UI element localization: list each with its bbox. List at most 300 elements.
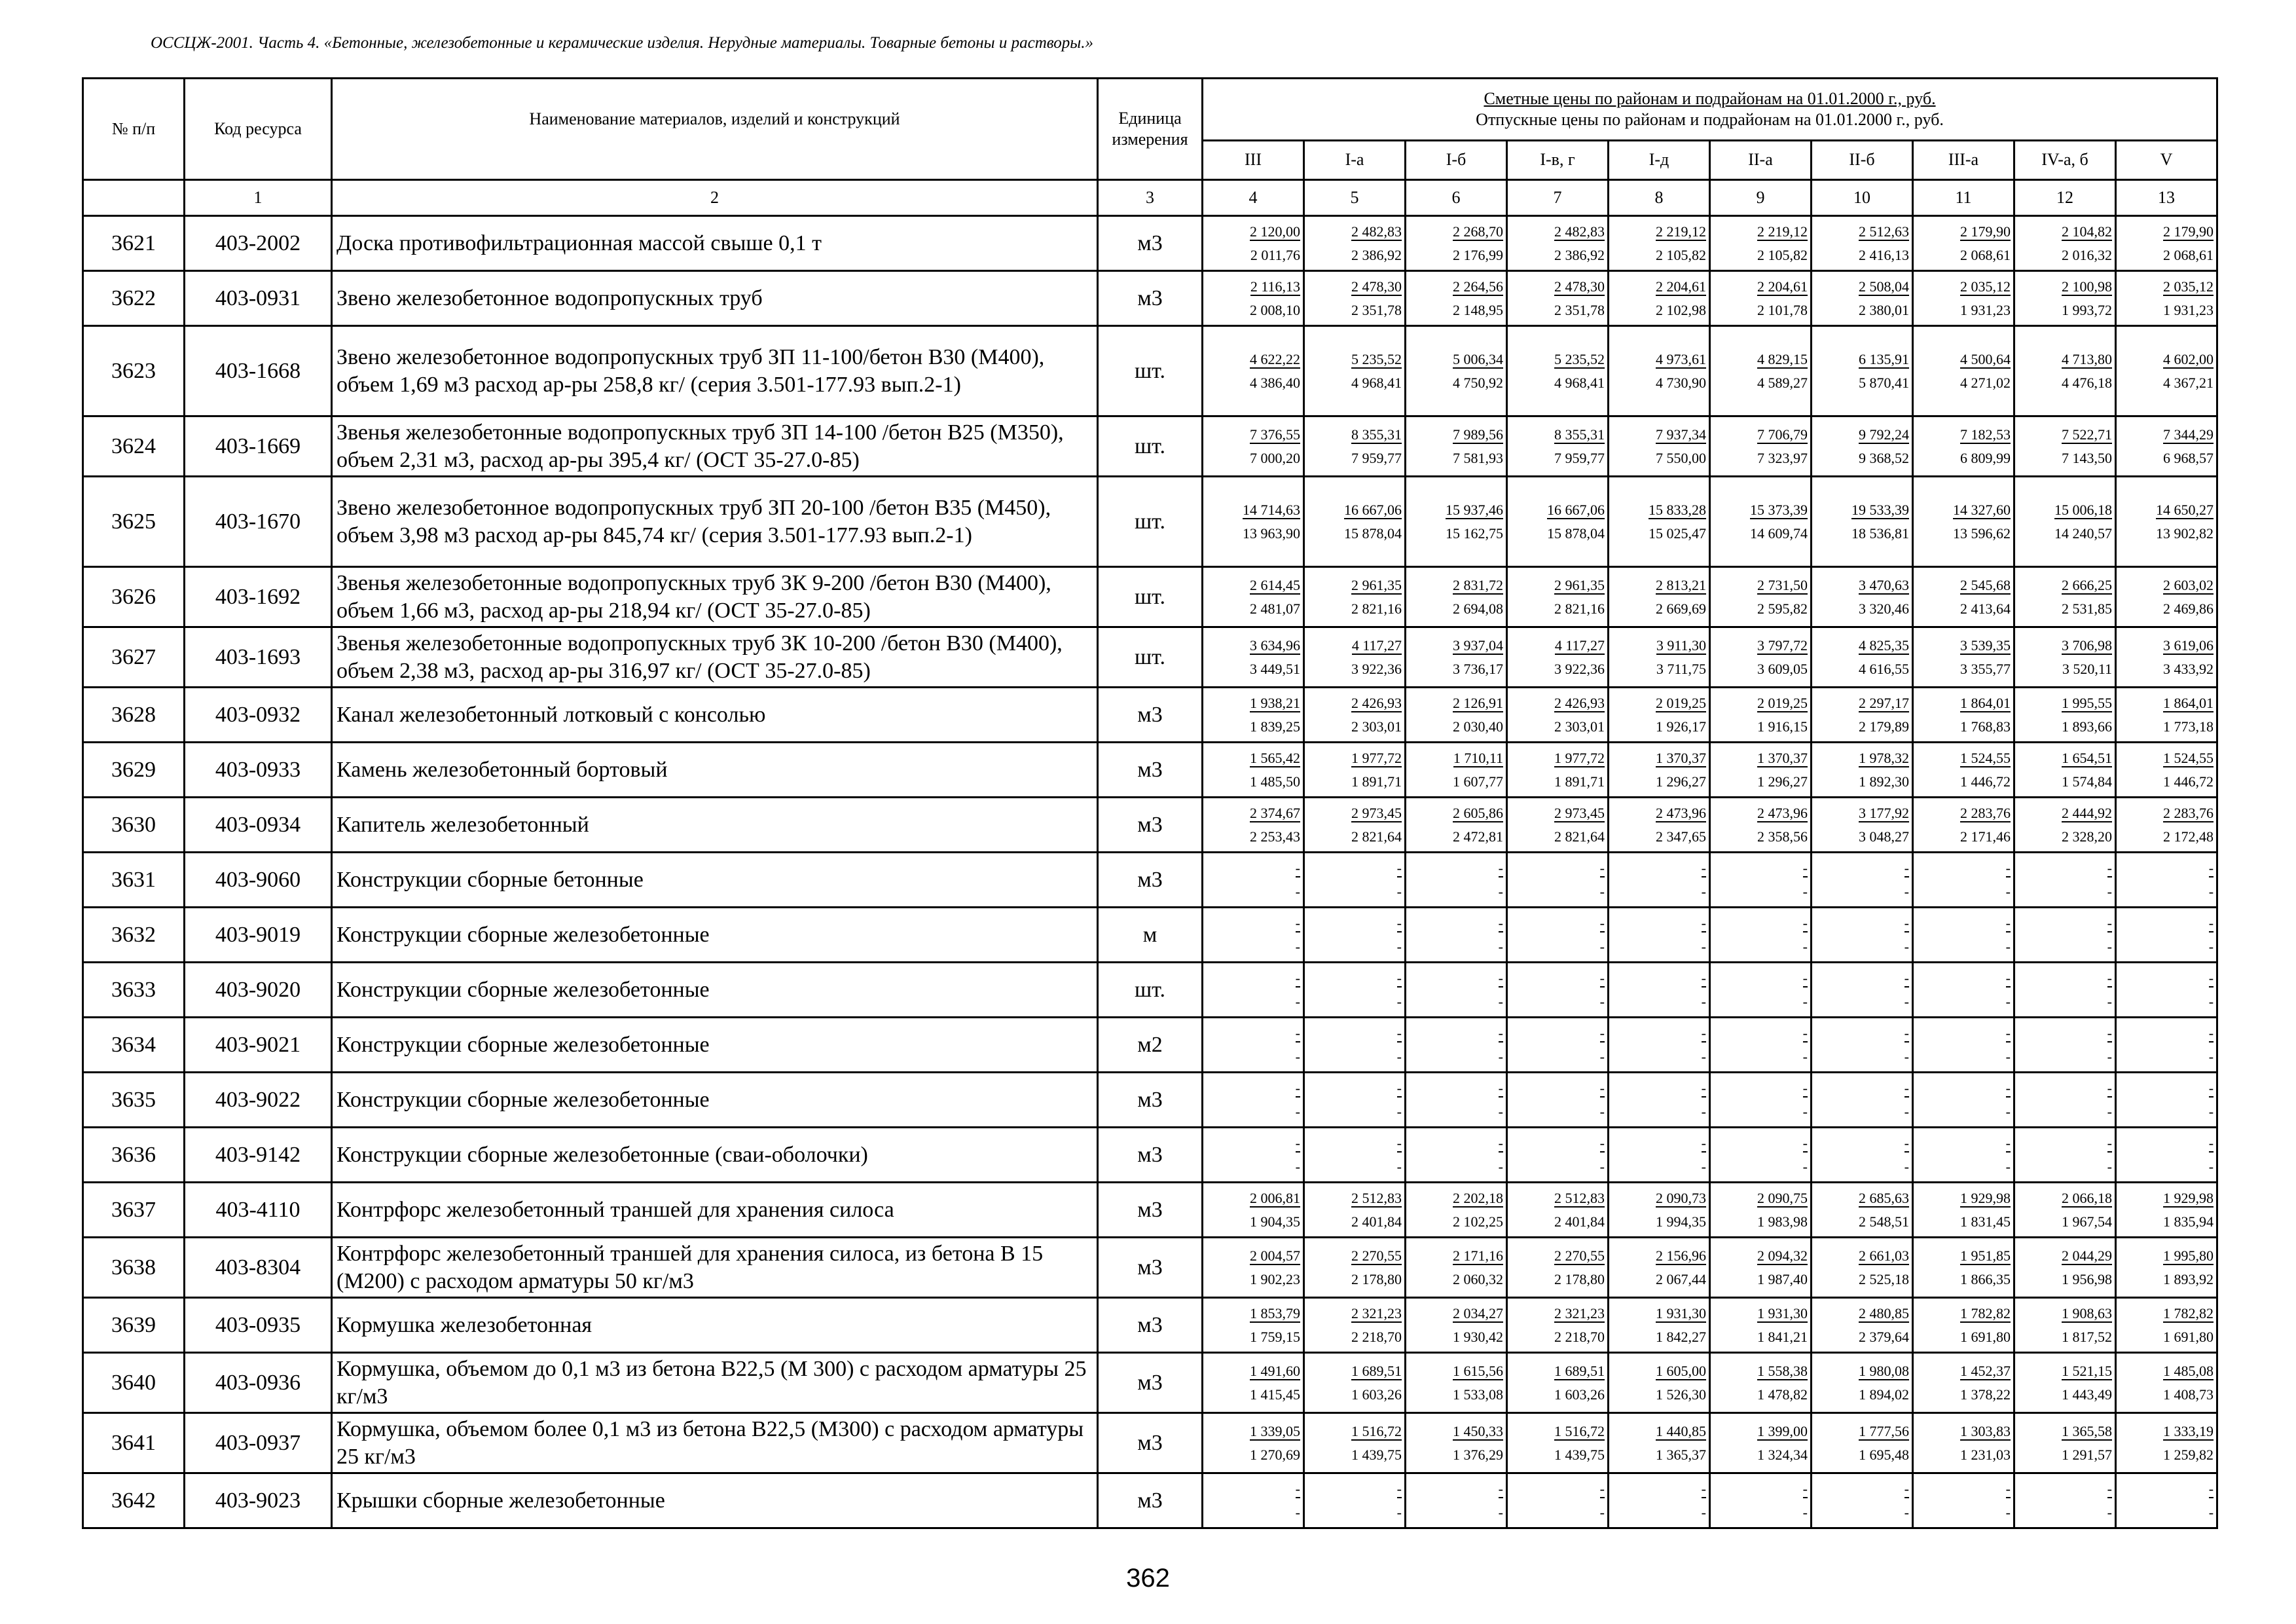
price-cell xyxy=(1304,416,1406,477)
price-cell xyxy=(1913,627,2014,688)
price-cell xyxy=(1812,567,1913,627)
estimate-price: - xyxy=(2107,1480,2112,1497)
release-price: 1 993,72 xyxy=(2062,301,2112,318)
price-cell xyxy=(1406,416,1507,477)
material-name: Кормушка, объемом более 0,1 м3 из бетона В22,5 (М300) с расходом арматуры 25 кг/м3 xyxy=(332,1413,1098,1473)
table-row xyxy=(83,1073,2217,1128)
material-name: Звено железобетонное водопропускных труб ЗП 20-100 /бетон В35 (М450), объем 3,98 м3 расход ар-ры 845,74 кг/ (серия 3.501-177.93 вып.2-1) xyxy=(332,477,1098,567)
release-price: 1 526,30 xyxy=(1656,1386,1706,1403)
estimate-price: - xyxy=(1295,1480,1300,1497)
release-price: 2 068,61 xyxy=(1960,246,2011,263)
estimate-price: - xyxy=(1904,1480,1909,1497)
price-cell xyxy=(1203,1473,1304,1528)
release-price: 2 669,69 xyxy=(1656,600,1706,617)
table-body xyxy=(83,216,2217,1528)
release-price: 2 386,92 xyxy=(1351,246,1402,263)
estimate-price: 3 539,35 xyxy=(1960,637,2011,654)
release-price: 2 548,51 xyxy=(1859,1213,1909,1230)
estimate-price: 1 370,37 xyxy=(1656,749,1706,766)
price-cell xyxy=(2116,853,2217,908)
price-cell xyxy=(1406,1183,1507,1238)
release-price: - xyxy=(1498,1504,1503,1521)
estimate-price: 2 066,18 xyxy=(2062,1189,2112,1206)
estimate-price: - xyxy=(1904,1134,1909,1151)
price-cell xyxy=(1203,1018,1304,1073)
header-price-group-release: Отпускные цены по районам и подрайонам на 01.01.2000 г., руб. xyxy=(1476,110,1944,129)
release-price: - xyxy=(1701,1504,1706,1521)
price-cell xyxy=(1913,1298,2014,1353)
estimate-price: 2 973,45 xyxy=(1554,804,1605,821)
estimate-price: - xyxy=(1599,1079,1605,1096)
release-price: 2 060,32 xyxy=(1453,1270,1503,1287)
release-price: - xyxy=(1802,993,1808,1010)
price-cell xyxy=(1304,1353,1406,1413)
price-cell xyxy=(2116,1183,2217,1238)
release-price: 7 581,93 xyxy=(1453,449,1503,466)
estimate-price: 1 339,05 xyxy=(1250,1422,1300,1439)
price-cell xyxy=(1609,1298,1710,1353)
estimate-price: 1 938,21 xyxy=(1250,694,1300,711)
release-price: 7 000,20 xyxy=(1250,449,1300,466)
region-header: III xyxy=(1203,141,1304,180)
column-number-row xyxy=(83,180,2217,216)
price-cell xyxy=(1913,326,2014,416)
release-price: - xyxy=(1802,938,1808,955)
estimate-price: 1 931,30 xyxy=(1656,1304,1706,1321)
release-price: 2 068,61 xyxy=(2163,246,2214,263)
release-price: 3 355,77 xyxy=(1960,660,2011,677)
release-price: 2 821,64 xyxy=(1351,828,1402,845)
estimate-price: 6 135,91 xyxy=(1859,350,1909,367)
resource-code: 403-9019 xyxy=(185,908,332,963)
price-cell xyxy=(1507,416,1609,477)
price-cell xyxy=(1913,1183,2014,1238)
release-price: 4 750,92 xyxy=(1453,374,1503,391)
resource-code: 403-1693 xyxy=(185,627,332,688)
release-price: - xyxy=(1396,1504,1402,1521)
release-price: 18 536,81 xyxy=(1851,525,1909,542)
price-cell xyxy=(1710,567,1812,627)
estimate-price: 2 614,45 xyxy=(1250,576,1300,593)
release-price: 2 102,25 xyxy=(1453,1213,1503,1230)
release-price: 2 481,07 xyxy=(1250,600,1300,617)
price-cell xyxy=(1710,1238,1812,1298)
release-price: - xyxy=(1802,1158,1808,1175)
estimate-price: 8 355,31 xyxy=(1351,426,1402,443)
unit: м3 xyxy=(1098,1073,1203,1128)
release-price: 1 691,80 xyxy=(2163,1328,2214,1345)
release-price: 1 916,15 xyxy=(1757,718,1808,735)
region-header: I-д xyxy=(1609,141,1710,180)
price-cell xyxy=(2014,743,2116,798)
unit: м3 xyxy=(1098,1298,1203,1353)
release-price: 2 102,98 xyxy=(1656,301,1706,318)
estimate-price: - xyxy=(2005,1134,2011,1151)
price-cell xyxy=(2014,853,2116,908)
row-number: 3622 xyxy=(83,271,185,326)
estimate-price: 2 120,00 xyxy=(1250,223,1300,240)
header-price-group-estimate: Сметные цены по районам и подрайонам на 01.01.2000 г., руб. xyxy=(1484,88,1936,108)
material-name: Звено железобетонное водопропускных труб ЗП 11-100/бетон В30 (М400), объем 1,69 м3 расход ар-ры 258,8 кг/ (серия 3.501-177.93 вып.2-1) xyxy=(332,326,1098,416)
price-cell xyxy=(1304,1473,1406,1528)
estimate-price: 2 179,90 xyxy=(2163,223,2214,240)
resource-code: 403-0935 xyxy=(185,1298,332,1353)
resource-code: 403-0933 xyxy=(185,743,332,798)
estimate-price: 2 297,17 xyxy=(1859,694,1909,711)
price-cell xyxy=(1507,853,1609,908)
price-cell xyxy=(1812,1353,1913,1413)
material-name: Конструкции сборные железобетонные xyxy=(332,1018,1098,1073)
estimate-price: 16 667,06 xyxy=(1344,501,1402,518)
estimate-price: 1 908,63 xyxy=(2062,1304,2112,1321)
release-price: - xyxy=(2208,1103,2214,1120)
estimate-price: 2 321,23 xyxy=(1351,1304,1402,1321)
resource-code: 403-1668 xyxy=(185,326,332,416)
estimate-price: - xyxy=(1802,1024,1808,1041)
release-price: 2 386,92 xyxy=(1554,246,1605,263)
price-cell xyxy=(1406,477,1507,567)
price-cell xyxy=(1812,1298,1913,1353)
release-price: - xyxy=(1701,993,1706,1010)
estimate-price: 3 937,04 xyxy=(1453,637,1503,654)
table-row xyxy=(83,416,2217,477)
release-price: - xyxy=(1498,993,1503,1010)
release-price: - xyxy=(1599,993,1605,1010)
release-price: 1 443,49 xyxy=(2062,1386,2112,1403)
price-cell xyxy=(1913,1073,2014,1128)
estimate-price: 7 182,53 xyxy=(1960,426,2011,443)
price-cell xyxy=(1304,627,1406,688)
release-price: - xyxy=(2208,1504,2214,1521)
price-cell xyxy=(1913,477,2014,567)
price-cell xyxy=(1609,1018,1710,1073)
estimate-price: 14 714,63 xyxy=(1243,501,1300,518)
unit: шт. xyxy=(1098,326,1203,416)
estimate-price: 1 864,01 xyxy=(1960,694,2011,711)
price-cell xyxy=(1507,326,1609,416)
estimate-price: 7 706,79 xyxy=(1757,426,1808,443)
price-cell xyxy=(1203,908,1304,963)
release-price: 1 691,80 xyxy=(1960,1328,2011,1345)
material-name: Крышки сборные железобетонные xyxy=(332,1473,1098,1528)
estimate-price: 2 321,23 xyxy=(1554,1304,1605,1321)
release-price: 1 270,69 xyxy=(1250,1446,1300,1463)
price-cell xyxy=(1507,1073,1609,1128)
release-price: 1 839,25 xyxy=(1250,718,1300,735)
estimate-price: 2 831,72 xyxy=(1453,576,1503,593)
release-price: 1 324,34 xyxy=(1757,1446,1808,1463)
table-row xyxy=(83,853,2217,908)
estimate-price: 1 524,55 xyxy=(2163,749,2214,766)
estimate-price: - xyxy=(1904,1024,1909,1041)
price-cell xyxy=(2014,1238,2116,1298)
header-num: № п/п xyxy=(83,79,185,180)
price-cell xyxy=(1507,908,1609,963)
price-cell xyxy=(1203,416,1304,477)
estimate-price: 7 937,34 xyxy=(1656,426,1706,443)
release-price: - xyxy=(1599,883,1605,900)
release-price: 1 956,98 xyxy=(2062,1270,2112,1287)
estimate-price: 1 615,56 xyxy=(1453,1362,1503,1379)
estimate-price: 1 516,72 xyxy=(1554,1422,1605,1439)
price-cell xyxy=(1812,1073,1913,1128)
release-price: - xyxy=(1904,993,1909,1010)
estimate-price: 1 565,42 xyxy=(1250,749,1300,766)
table-row xyxy=(83,1018,2217,1073)
price-cell xyxy=(1913,1353,2014,1413)
release-price: - xyxy=(1295,1158,1300,1175)
release-price: - xyxy=(1498,938,1503,955)
release-price: 2 821,16 xyxy=(1351,600,1402,617)
estimate-price: 5 006,34 xyxy=(1453,350,1503,367)
release-price: 1 376,29 xyxy=(1453,1446,1503,1463)
price-cell xyxy=(1710,477,1812,567)
region-header: II-а xyxy=(1710,141,1812,180)
estimate-price: - xyxy=(1396,1079,1402,1096)
material-name: Контрфорс железобетонный траншей для хранения силоса xyxy=(332,1183,1098,1238)
region-header: II-б xyxy=(1812,141,1913,180)
price-cell xyxy=(1609,216,1710,271)
unit: шт. xyxy=(1098,477,1203,567)
estimate-price: - xyxy=(1599,1134,1605,1151)
material-name: Конструкции сборные железобетонные xyxy=(332,1073,1098,1128)
release-price: 1 533,08 xyxy=(1453,1386,1503,1403)
price-cell xyxy=(2116,743,2217,798)
estimate-price: 2 482,83 xyxy=(1351,223,1402,240)
estimate-price: - xyxy=(2005,859,2011,876)
estimate-price: - xyxy=(1904,914,1909,931)
release-price: 2 178,80 xyxy=(1351,1270,1402,1287)
release-price: 2 821,64 xyxy=(1554,828,1605,845)
release-price: 2 358,56 xyxy=(1757,828,1808,845)
estimate-price: - xyxy=(1295,1024,1300,1041)
price-cell xyxy=(1609,416,1710,477)
unit: м xyxy=(1098,908,1203,963)
price-cell xyxy=(1507,216,1609,271)
estimate-price: 2 508,04 xyxy=(1859,278,1909,295)
release-price: 5 870,41 xyxy=(1859,374,1909,391)
price-cell xyxy=(1913,963,2014,1018)
price-cell xyxy=(1812,326,1913,416)
release-price: - xyxy=(2208,1158,2214,1175)
release-price: 2 178,80 xyxy=(1554,1270,1605,1287)
estimate-price: - xyxy=(1498,969,1503,986)
price-cell xyxy=(2014,627,2116,688)
estimate-price: 2 605,86 xyxy=(1453,804,1503,821)
estimate-price: 2 661,03 xyxy=(1859,1247,1909,1264)
release-price: 2 253,43 xyxy=(1250,828,1300,845)
column-number: 5 xyxy=(1304,180,1406,216)
estimate-price: - xyxy=(2208,1024,2214,1041)
price-cell xyxy=(1203,477,1304,567)
estimate-price: - xyxy=(2208,969,2214,986)
release-price: 1 930,42 xyxy=(1453,1328,1503,1345)
estimate-price: 1 558,38 xyxy=(1757,1362,1808,1379)
price-cell xyxy=(1710,963,1812,1018)
release-price: 2 379,64 xyxy=(1859,1328,1909,1345)
release-price: 3 609,05 xyxy=(1757,660,1808,677)
estimate-price: 2 268,70 xyxy=(1453,223,1503,240)
estimate-price: 19 533,39 xyxy=(1851,501,1909,518)
estimate-price: 1 710,11 xyxy=(1453,749,1503,766)
row-number: 3639 xyxy=(83,1298,185,1353)
estimate-price: 1 399,00 xyxy=(1757,1422,1808,1439)
column-number: 8 xyxy=(1609,180,1710,216)
release-price: 1 446,72 xyxy=(1960,773,2011,790)
release-price: - xyxy=(1295,1048,1300,1065)
material-name: Кормушка, объемом до 0,1 м3 из бетона В22,5 (М 300) с расходом арматуры 25 кг/м3 xyxy=(332,1353,1098,1413)
release-price: 2 218,70 xyxy=(1351,1328,1402,1345)
resource-code: 403-0934 xyxy=(185,798,332,853)
estimate-price: 4 117,27 xyxy=(1351,637,1402,654)
region-header: IV-а, б xyxy=(2014,141,2116,180)
price-cell xyxy=(1203,326,1304,416)
price-cell xyxy=(1304,1183,1406,1238)
estimate-price: - xyxy=(1396,1134,1402,1151)
estimate-price: 2 512,83 xyxy=(1554,1189,1605,1206)
material-name: Доска противофильтрационная массой свыше 0,1 т xyxy=(332,216,1098,271)
release-price: 3 922,36 xyxy=(1351,660,1402,677)
price-cell xyxy=(2116,1018,2217,1073)
release-price: 3 520,11 xyxy=(2062,660,2112,677)
estimate-price: 1 333,19 xyxy=(2163,1422,2214,1439)
estimate-price: - xyxy=(2107,859,2112,876)
release-price: - xyxy=(1802,883,1808,900)
estimate-price: 7 376,55 xyxy=(1250,426,1300,443)
row-number: 3635 xyxy=(83,1073,185,1128)
row-number: 3621 xyxy=(83,216,185,271)
release-price: 2 525,18 xyxy=(1859,1270,1909,1287)
estimate-price: - xyxy=(1498,914,1503,931)
price-cell xyxy=(1406,1298,1507,1353)
estimate-price: 2 100,98 xyxy=(2062,278,2112,295)
release-price: - xyxy=(1599,1103,1605,1120)
release-price: 1 967,54 xyxy=(2062,1213,2112,1230)
estimate-price: - xyxy=(1701,859,1706,876)
row-number: 3631 xyxy=(83,853,185,908)
price-cell xyxy=(2116,798,2217,853)
release-price: 2 328,20 xyxy=(2062,828,2112,845)
price-cell xyxy=(1304,688,1406,743)
column-number: 13 xyxy=(2116,180,2217,216)
price-cell xyxy=(1507,1473,1609,1528)
release-price: - xyxy=(1599,938,1605,955)
price-cell xyxy=(1304,1073,1406,1128)
release-price: 7 323,97 xyxy=(1757,449,1808,466)
price-cell xyxy=(1812,963,1913,1018)
estimate-price: - xyxy=(2005,969,2011,986)
region-header: I-б xyxy=(1406,141,1507,180)
release-price: - xyxy=(2208,993,2214,1010)
price-cell xyxy=(1710,1018,1812,1073)
release-price: 2 595,82 xyxy=(1757,600,1808,617)
release-price: - xyxy=(1396,1158,1402,1175)
price-cell xyxy=(1406,908,1507,963)
material-name: Конструкции сборные железобетонные xyxy=(332,963,1098,1018)
estimate-price: 2 171,16 xyxy=(1453,1247,1503,1264)
price-cell xyxy=(1203,688,1304,743)
price-cell xyxy=(1913,416,2014,477)
material-name: Звенья железобетонные водопропускных труб ЗК 10-200 /бетон В30 (М400), объем 2,38 м3, расход ар-ры 316,97 кг/ (ОСТ 35-27.0-85) xyxy=(332,627,1098,688)
price-cell xyxy=(1406,567,1507,627)
table-row xyxy=(83,1183,2217,1238)
estimate-price: 3 634,96 xyxy=(1250,637,1300,654)
price-cell xyxy=(1203,743,1304,798)
estimate-price: 2 731,50 xyxy=(1757,576,1808,593)
estimate-price: 1 654,51 xyxy=(2062,749,2112,766)
price-cell xyxy=(1203,1238,1304,1298)
resource-code: 403-9022 xyxy=(185,1073,332,1128)
price-cell xyxy=(1406,1473,1507,1528)
release-price: - xyxy=(1295,993,1300,1010)
price-cell xyxy=(2116,1413,2217,1473)
header-unit: Единица измерения xyxy=(1098,79,1203,180)
estimate-price: - xyxy=(1802,1480,1808,1497)
price-cell xyxy=(2014,477,2116,567)
estimate-price: 1 977,72 xyxy=(1351,749,1402,766)
release-price: 13 596,62 xyxy=(1953,525,2011,542)
material-name: Конструкции сборные железобетонные (сваи-оболочки) xyxy=(332,1128,1098,1183)
unit: м3 xyxy=(1098,798,1203,853)
resource-code: 403-0932 xyxy=(185,688,332,743)
release-price: 1 866,35 xyxy=(1960,1270,2011,1287)
price-cell xyxy=(1710,1128,1812,1183)
price-cell xyxy=(1406,688,1507,743)
estimate-price: 7 989,56 xyxy=(1453,426,1503,443)
price-cell xyxy=(1609,853,1710,908)
estimate-price: 2 104,82 xyxy=(2062,223,2112,240)
release-price: - xyxy=(2005,1158,2011,1175)
release-price: 2 148,95 xyxy=(1453,301,1503,318)
price-cell xyxy=(1304,1018,1406,1073)
release-price: 1 408,73 xyxy=(2163,1386,2214,1403)
estimate-price: 2 202,18 xyxy=(1453,1189,1503,1206)
release-price: 13 902,82 xyxy=(2156,525,2214,542)
estimate-price: 2 480,85 xyxy=(1859,1304,1909,1321)
estimate-price: 1 370,37 xyxy=(1757,749,1808,766)
estimate-price: 2 426,93 xyxy=(1554,694,1605,711)
release-price: - xyxy=(1295,1103,1300,1120)
release-price: 7 959,77 xyxy=(1554,449,1605,466)
estimate-price: - xyxy=(1396,1024,1402,1041)
estimate-price: 1 521,15 xyxy=(2062,1362,2112,1379)
resource-code: 403-9020 xyxy=(185,963,332,1018)
estimate-price: 2 270,55 xyxy=(1554,1247,1605,1264)
price-cell xyxy=(1609,908,1710,963)
estimate-price: 3 177,92 xyxy=(1859,804,1909,821)
price-cell xyxy=(1812,1238,1913,1298)
unit: м3 xyxy=(1098,1353,1203,1413)
price-cell xyxy=(1812,1183,1913,1238)
price-cell xyxy=(1812,627,1913,688)
material-name: Конструкции сборные железобетонные xyxy=(332,908,1098,963)
release-price: 1 773,18 xyxy=(2163,718,2214,735)
column-number: 12 xyxy=(2014,180,2116,216)
release-price: 1 894,02 xyxy=(1859,1386,1909,1403)
release-price: 1 931,23 xyxy=(1960,301,2011,318)
release-price: 1 759,15 xyxy=(1250,1328,1300,1345)
release-price: 14 609,74 xyxy=(1750,525,1808,542)
column-number: 9 xyxy=(1710,180,1812,216)
price-cell xyxy=(1203,963,1304,1018)
estimate-price: 9 792,24 xyxy=(1859,426,1909,443)
release-price: 2 030,40 xyxy=(1453,718,1503,735)
price-cell xyxy=(2116,1353,2217,1413)
unit: м3 xyxy=(1098,216,1203,271)
price-cell xyxy=(2116,1238,2217,1298)
column-number: 3 xyxy=(1098,180,1203,216)
release-price: 1 259,82 xyxy=(2163,1446,2214,1463)
